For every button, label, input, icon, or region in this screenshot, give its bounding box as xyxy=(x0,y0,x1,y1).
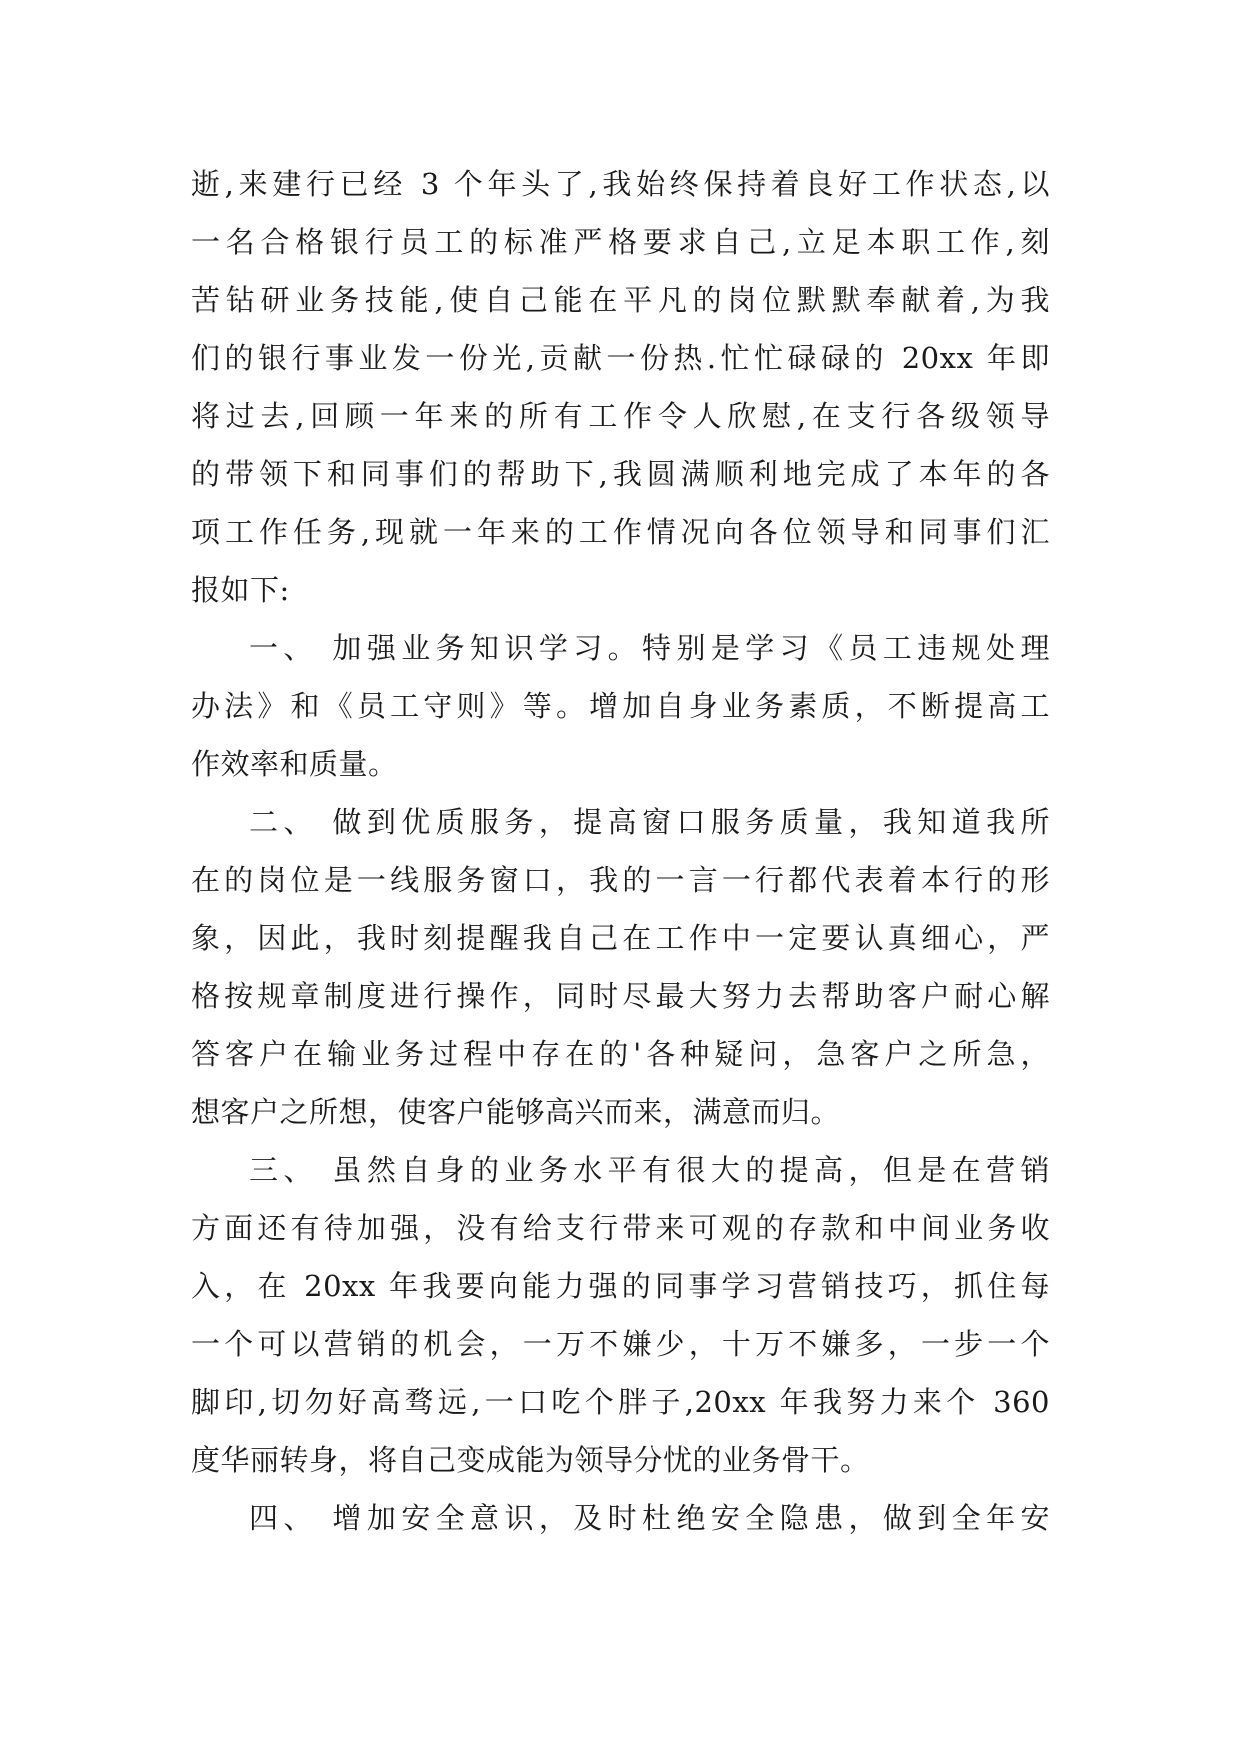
body-text xyxy=(191,155,1050,1547)
text-line: 在的岗位是一线服务窗口，我的一言一行都代表着本行的形 xyxy=(191,863,1050,897)
text-line: 的带领下和同事们的帮助下,我圆满顺利地完成了本年的各 xyxy=(191,457,1050,491)
text-line: 们的银行事业发一份光,贡献一份热.忙忙碌碌的 20xx 年即 xyxy=(191,341,1050,375)
text-line: 逝,来建行已经 3 个年头了,我始终保持着良好工作状态,以 xyxy=(191,167,1050,201)
text-line: 脚印,切勿好高骛远,一口吃个胖子,20xx 年我努力来个 360 xyxy=(191,1385,1050,1419)
text-line: 度华丽转身，将自己变成能为领导分忧的业务骨干。 xyxy=(191,1443,870,1477)
text-line: 项工作任务,现就一年来的工作情况向各位领导和同事们汇 xyxy=(191,515,1050,549)
text-line: 二、 做到优质服务，提高窗口服务质量，我知道我所 xyxy=(249,805,1050,839)
text-line: 四、 增加安全意识，及时杜绝安全隐患，做到全年安 xyxy=(249,1501,1050,1535)
text-line: 一、 加强业务知识学习。特别是学习《员工违规处理 xyxy=(249,631,1050,665)
text-line: 想客户之所想，使客户能够高兴而来，满意而归。 xyxy=(191,1095,841,1129)
text-line: 一名合格银行员工的标准严格要求自己,立足本职工作,刻 xyxy=(191,225,1050,259)
text-line: 办法》和《员工守则》等。增加自身业务素质，不断提高工 xyxy=(191,689,1050,723)
text-line: 格按规章制度进行操作，同时尽最大努力去帮助客户耐心解 xyxy=(191,979,1050,1013)
text-line: 一个可以营销的机会，一万不嫌少，十万不嫌多，一步一个 xyxy=(191,1327,1050,1361)
text-line: 方面还有待加强，没有给支行带来可观的存款和中间业务收 xyxy=(191,1211,1050,1245)
text-line: 作效率和质量。 xyxy=(191,747,398,781)
text-line: 苦钻研业务技能,使自己能在平凡的岗位默默奉献着,为我 xyxy=(191,283,1050,317)
text-line: 象，因此，我时刻提醒我自己在工作中一定要认真细心，严 xyxy=(191,921,1050,955)
text-line: 将过去,回顾一年来的所有工作令人欣慰,在支行各级领导 xyxy=(191,399,1050,433)
text-line: 报如下: xyxy=(191,573,290,607)
text-line: 答客户在输业务过程中存在的'各种疑问，急客户之所急， xyxy=(191,1037,1050,1071)
text-line: 入，在 20xx 年我要向能力强的同事学习营销技巧，抓住每 xyxy=(191,1269,1050,1303)
text-line: 三、 虽然自身的业务水平有很大的提高，但是在营销 xyxy=(249,1153,1050,1187)
